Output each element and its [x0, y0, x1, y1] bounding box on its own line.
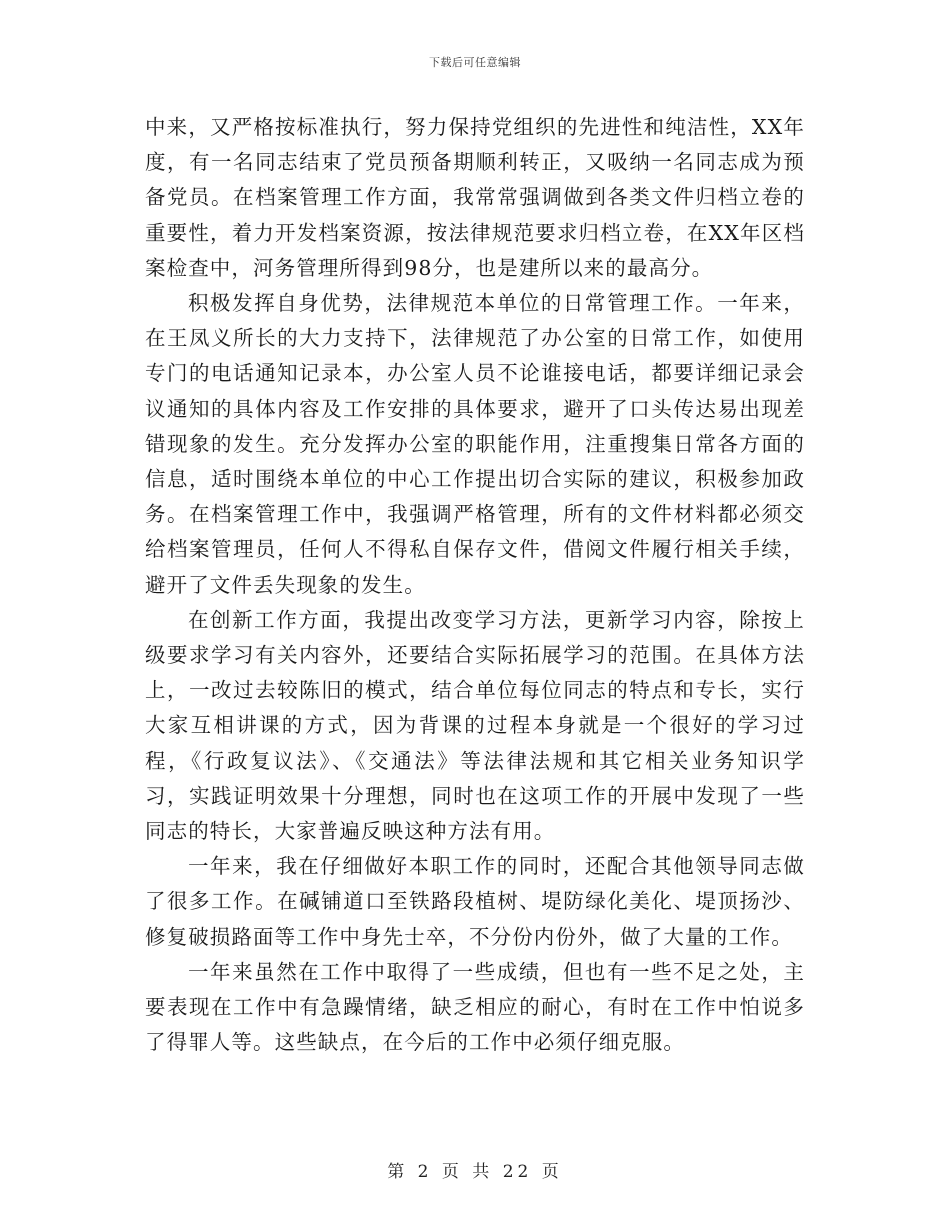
paragraph-4: 一年来，我在仔细做好本职工作的同时，还配合其他领导同志做了很多工作。在碱铺道口至铁路段植树、堤防绿化美化、堤顶扬沙、修复破损路面等工作中身先士卒，不分份内份外，做了大量的工作。 [145, 854, 805, 949]
document-body [145, 110, 805, 1060]
paragraph-5: 一年来虽然在工作中取得了一些成绩，但也有一些不足之处，主要表现在工作中有急躁情绪，缺乏相应的耐心，有时在工作中怕说多了得罪人等。这些缺点，在今后的工作中必须仔细克服。 [145, 959, 805, 1055]
paragraph-3: 在创新工作方面，我提出改变学习方法，更新学习内容，除按上级要求学习有关内容外，还要结合实际拓展学习的范围。在具体方法上，一改过去较陈旧的模式，结合单位每位同志的特点和专长，实行大家互相讲课的方式，因为背课的过程本身就是一个很好的学习过程，《行政复议法》、《交通法》等法律法规和其它相关业务知识学习，实践证明效果十分理想，同时也在这项工作的开展中发现了一些同志的特长，大家普遍反映这种方法有用。 [145, 607, 805, 844]
paragraph-1: 中来，又严格按标准执行，努力保持党组织的先进性和纯洁性，XX年度，有一名同志结束了党员预备期顺利转正，又吸纳一名同志成为预备党员。在档案管理工作方面，我常常强调做到各类文件归档立卷的重要性，着力开发档案资源，按法律规范要求归档立卷，在XX年区档案检查中，河务管理所得到98分，也是建所以来的最高分。 [145, 115, 805, 280]
page-header: 下载后可任意编辑 [429, 56, 521, 69]
paragraph-2: 积极发挥自身优势，法律规范本单位的日常管理工作。一年来，在王凤义所长的大力支持下，法律规范了办公室的日常工作，如使用专门的电话通知记录本，办公室人员不论谁接电话，都要详细记录会议通知的具体内容及工作安排的具体要求，避开了口头传达易出现差错现象的发生。充分发挥办公室的职能作用，注重搜集日常各方面的信息，适时围绕本单位的中心工作提出切合实际的建议，积极参加政务。在档案管理工作中，我强调严格管理，所有的文件材料都必须交给档案管理员，任何人不得私自保存文件，借阅文件履行相关手续，避开了文件丢失现象的发生。 [145, 291, 805, 597]
page-footer: 第 2 页 共 22 页 [387, 1162, 563, 1182]
